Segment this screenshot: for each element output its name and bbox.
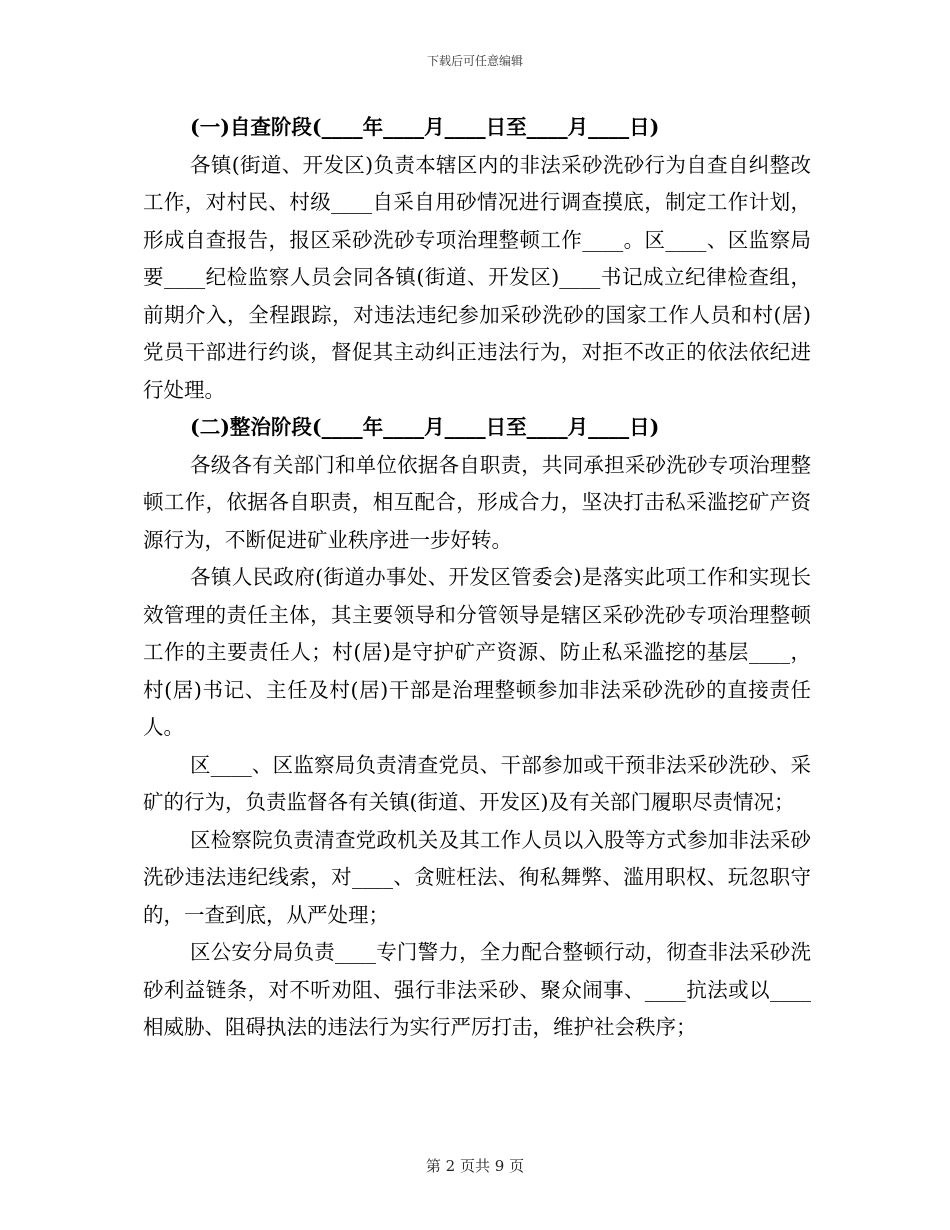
paragraph-town-governments: 各镇人民政府(街道办事处、开发区管委会)是落实此项工作和实现长效管理的责任主体，其主要领导和分管领导是辖区采砂洗砂专项治理整顿工作的主要责任人；村(居)是守护矿产资源、防止私采滥挖的基层____，村(居)书记、主任及村(居)干部是治理整顿参加非法采砂洗砂的直接责任人。 xyxy=(143,565,811,739)
paragraph-departments: 各级各有关部门和单位依据各自职责，共同承担采砂洗砂专项治理整顿工作，依据各自职责，相互配合，形成合力，坚决打击私采滥挖矿产资源行为，不断促进矿业秩序进一步好转。 xyxy=(143,452,811,552)
paragraph-public-security: 区公安分局负责____专门警力，全力配合整顿行动，彻查非法采砂洗砂利益链条，对不听劝阻、强行非法采砂、聚众闹事、____抗法或以____相威胁、阻碍执法的违法行为实行严厉打击，维护社会秩序； xyxy=(143,940,811,1039)
page-number: 第 2 页共 9 页 xyxy=(425,1157,525,1175)
document-body xyxy=(143,109,811,1047)
section-heading-rectification: (二)整治阶段(____年____月____日至____月____日) xyxy=(190,415,660,439)
header-note: 下载后可任意编辑 xyxy=(426,54,523,68)
section-heading-self-check: (一)自查阶段(____年____月____日至____月____日) xyxy=(190,115,660,139)
paragraph-procuratorate: 区检察院负责清查党政机关及其工作人员以入股等方式参加非法采砂洗砂违法违纪线索，对____、贪赃枉法、徇私舞弊、滥用职权、玩忽职守的，一查到底，从严处理； xyxy=(143,827,811,927)
paragraph-supervision: 区____、区监察局负责清查党员、干部参加或干预非法采砂洗砂、采矿的行为，负责监督各有关镇(街道、开发区)及有关部门履职尽责情况； xyxy=(143,752,811,814)
paragraph-self-check: 各镇(街道、开发区)负责本辖区内的非法采砂洗砂行为自查自纠整改工作，对村民、村级____自采自用砂情况进行调查摸底，制定工作计划，形成自查报告，报区采砂洗砂专项治理整顿工作____。区____、区监察局要____纪检监察人员会同各镇(街道、开发区)____书记成立纪律检查组，前期介入，全程跟踪，对违法违纪参加采砂洗砂的国家工作人员和村(居)党员干部进行约谈，督促其主动纠正违法行为，对拒不改正的依法依纪进行处理。 xyxy=(143,152,811,402)
